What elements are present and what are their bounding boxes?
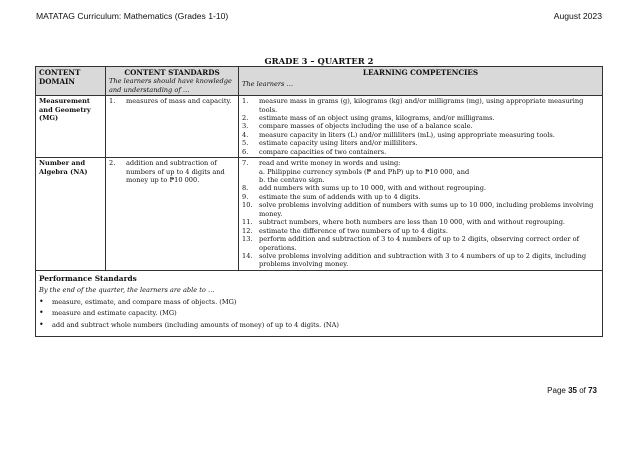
competency-body bbox=[259, 184, 599, 192]
current-page: 35 bbox=[568, 386, 577, 395]
competency-number: 13. bbox=[242, 235, 253, 244]
competency-list bbox=[242, 97, 599, 156]
standard-text: measures of mass and capacity. bbox=[126, 97, 232, 106]
header-learning-competencies bbox=[239, 67, 603, 96]
competency-text: measure capacity in liters (L) and/or milliliters (mL), using appropriate measuring tools. bbox=[259, 130, 555, 139]
standard-text: addition and subtraction of numbers of up to 4 digits and money up to ₱10 000. bbox=[126, 159, 225, 185]
header-content-domain-label: CONTENT DOMAIN bbox=[39, 68, 81, 87]
performance-standard-text: add and subtract whole numbers (including amounts of money) of up to 4 digits. (NA) bbox=[52, 320, 340, 329]
competency-body bbox=[259, 139, 599, 147]
bullet-icon: • bbox=[39, 319, 44, 329]
performance-standard-item bbox=[39, 321, 599, 329]
competency-subitem: b. the centavo sign. bbox=[259, 176, 325, 185]
competency-item bbox=[242, 193, 599, 201]
competency-text: subtract numbers, where both numbers are less than 10 000, with and without regrouping. bbox=[259, 218, 566, 227]
header-content-domain bbox=[36, 67, 106, 96]
competency-body bbox=[259, 159, 599, 184]
competency-number: 10. bbox=[242, 201, 253, 210]
competency-text: solve problems involving addition of numbers with sums up to 10 000, including problems involving money. bbox=[259, 201, 594, 218]
grade-quarter-title: GRADE 3 – QUARTER 2 bbox=[264, 56, 374, 66]
competency-item bbox=[242, 159, 599, 184]
competency-item bbox=[242, 218, 599, 226]
competency-item bbox=[242, 235, 599, 252]
total-pages: 73 bbox=[588, 386, 597, 395]
competency-list bbox=[242, 159, 599, 269]
competency-text: estimate the sum of addends with up to 4 digits. bbox=[259, 192, 421, 201]
header-content-standards-label: CONTENT STANDARDS bbox=[124, 68, 220, 77]
header-content-standards-sub: The learners should have knowledge and understanding of … bbox=[109, 77, 232, 94]
competency-number: 9. bbox=[242, 192, 249, 201]
competency-number: 4. bbox=[242, 130, 249, 139]
competency-text: estimate capacity using liters and/or milliliters. bbox=[259, 139, 418, 148]
competency-number: 14. bbox=[242, 251, 253, 260]
competency-item bbox=[242, 97, 599, 114]
table-row bbox=[36, 158, 603, 271]
competencies-cell bbox=[239, 158, 603, 271]
page-number-footer bbox=[547, 386, 597, 395]
header-content-standards bbox=[106, 67, 239, 96]
competency-body bbox=[259, 131, 599, 139]
competency-text: perform addition and subtraction of 3 to 4 numbers of up to 2 digits, observing correct order of operations. bbox=[259, 235, 580, 252]
performance-standards-row bbox=[36, 270, 603, 336]
document-header-title: MATATAG Curriculum: Mathematics (Grades 1-10) bbox=[36, 11, 229, 21]
content-domain-cell: Measurement and Geometry (MG) bbox=[36, 96, 106, 158]
competency-body bbox=[259, 218, 599, 226]
document-header-date: August 2023 bbox=[553, 11, 602, 21]
standard-number: 1. bbox=[109, 97, 116, 106]
competency-item bbox=[242, 252, 599, 269]
performance-standard-text: measure, estimate, and compare mass of objects. (MG) bbox=[52, 297, 237, 306]
competency-subitem: a. Philippine currency symbols (₱ and PhP) up to ₱10 000, and bbox=[259, 167, 470, 176]
competency-text: estimate mass of an object using grams, kilograms, and/or milligrams. bbox=[259, 113, 495, 122]
curriculum-table bbox=[35, 66, 603, 337]
page-of: of bbox=[576, 386, 589, 395]
competency-text: measure mass in grams (g), kilograms (kg) and/or milligrams (mg), using appropriate measuring tools. bbox=[259, 97, 584, 114]
performance-standards-intro: By the end of the quarter, the learners are able to … bbox=[39, 286, 215, 295]
competency-item bbox=[242, 139, 599, 147]
competency-number: 3. bbox=[242, 122, 249, 131]
competency-number: 6. bbox=[242, 147, 249, 156]
content-domain-cell: Number and Algebra (NA) bbox=[36, 158, 106, 271]
competency-body bbox=[259, 252, 599, 269]
competency-text: add numbers with sums up to 10 000, with and without regrouping. bbox=[259, 184, 487, 193]
competency-body bbox=[259, 122, 599, 130]
competency-text: read and write money in words and using: bbox=[259, 159, 401, 168]
standard-number: 2. bbox=[109, 159, 116, 168]
competency-number: 1. bbox=[242, 97, 249, 106]
bullet-icon: • bbox=[39, 296, 44, 306]
competency-text: compare capacities of two containers. bbox=[259, 147, 387, 156]
competency-item bbox=[242, 114, 599, 122]
competency-body bbox=[259, 97, 599, 114]
competency-item bbox=[242, 184, 599, 192]
page-prefix: Page bbox=[547, 386, 569, 395]
performance-standards-title: Performance Standards bbox=[39, 273, 137, 283]
competency-item bbox=[242, 122, 599, 130]
competency-number: 8. bbox=[242, 184, 249, 193]
competency-number: 12. bbox=[242, 226, 253, 235]
performance-standards-cell bbox=[36, 270, 603, 336]
competency-text: compare masses of objects including the use of a balance scale. bbox=[259, 122, 473, 131]
header-learning-competencies-sub: The learners … bbox=[242, 80, 294, 89]
performance-standards-list bbox=[39, 298, 599, 329]
competency-body bbox=[259, 148, 599, 156]
table-row bbox=[36, 96, 603, 158]
competency-text: solve problems involving addition and subtraction with 3 to 4 numbers of up to 2 digits, including problems involving money. bbox=[259, 251, 587, 269]
competency-item bbox=[242, 131, 599, 139]
competency-body bbox=[259, 227, 599, 235]
table-header-row bbox=[36, 67, 603, 96]
competency-number: 11. bbox=[242, 218, 253, 227]
header-learning-competencies-label: LEARNING COMPETENCIES bbox=[362, 68, 479, 77]
competency-number: 2. bbox=[242, 113, 249, 122]
competency-number: 7. bbox=[242, 159, 249, 168]
competency-item bbox=[242, 201, 599, 218]
performance-standard-item bbox=[39, 309, 599, 317]
competency-number: 5. bbox=[242, 139, 249, 148]
competency-body bbox=[259, 193, 599, 201]
competency-text: estimate the difference of two numbers of up to 4 digits. bbox=[259, 226, 448, 235]
competency-item bbox=[242, 227, 599, 235]
competency-body bbox=[259, 201, 599, 218]
performance-standard-item bbox=[39, 298, 599, 306]
competency-body bbox=[259, 235, 599, 252]
performance-standard-text: measure and estimate capacity. (MG) bbox=[52, 309, 177, 318]
content-standard-cell bbox=[106, 158, 239, 271]
bullet-icon: • bbox=[39, 308, 44, 318]
competency-item bbox=[242, 148, 599, 156]
competencies-cell bbox=[239, 96, 603, 158]
competency-body bbox=[259, 114, 599, 122]
content-standard-cell bbox=[106, 96, 239, 158]
